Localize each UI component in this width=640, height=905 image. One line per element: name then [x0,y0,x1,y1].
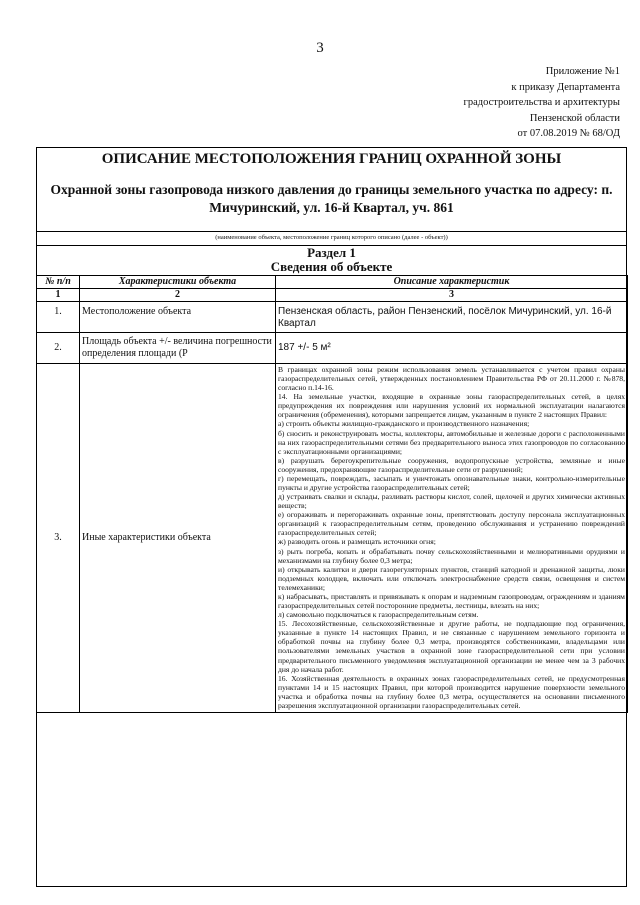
rules-paragraph: з) рыть погреба, копать и обрабатывать почву сельскохозяйственными и мелиоративными орудиями и механизмами на глубину более 0,3 метра; [278,546,625,565]
table-header-row [37,276,628,289]
table-row [37,364,628,713]
rules-paragraph: к) набрасывать, приставлять и привязывать к опорам и надземным газопроводам, ограждениям и зданиям газораспределительных сетей посторонние предметы, лестницы, влезать на них; [278,591,625,611]
header-description: Описание характеристик [276,276,628,289]
attachment-line: Приложение №1 [545,66,620,77]
rules-paragraph: 15. Лесохозяйственные, сельскохозяйственные и другие работы, не подпадающие под ограничения, указанные в пункте 14 настоящих Правил, и не связанные с нарушением земельного горизонта и обработкой почвы на глубину более 0,3 метра, производятся собственниками, владельцами или пользователями земельных участков в охранной зоне газораспределительной сети при условии предварительного письменного уведомления эксплуатационной организации не менее чем за 3 рабочих дня до начала работ. [278,619,625,674]
document-title: ОПИСАНИЕ МЕСТОПОЛОЖЕНИЯ ГРАНИЦ ОХРАННОЙ ЗОНЫ [101,151,562,167]
table-index-row [37,289,628,302]
attachment-block [380,64,620,142]
row-number: 2. [37,333,80,364]
header-characteristic: Характеристики объекта [80,276,276,289]
rules-paragraph: б) сносить и реконструировать мосты, коллекторы, автомобильные и железные дороги с расположенными на них газораспределительными сетями без предварительного выноса этих газопроводов по согласованию с эксплуатационными организациями; [278,428,625,456]
rules-paragraph: д) устраивать свалки и склады, разливать растворы кислот, солей, щелочей и других химически активных веществ; [278,492,625,511]
row-characteristic: Местоположение объекта [80,302,276,333]
row-characteristic: Площадь объекта +/- величина погрешности определения площади (Р [80,333,276,364]
row-description: Пензенская область, район Пензенский, посёлок Мичуринский, ул. 16-й Квартал [276,302,628,333]
row-characteristic: Иные характеристики объекта [80,364,276,713]
row-number: 3. [37,364,80,713]
object-caption: (наименование объекта, местоположение границ которого описано (далее - объект)) [215,234,448,241]
section-subtitle: Сведения об объекте [270,259,393,274]
section-title: Раздел 1 [307,245,356,260]
rules-text [278,365,625,710]
table-row [37,333,628,364]
rules-paragraph: е) огораживать и перегораживать охранные зоны, препятствовать доступу персонала эксплуатационных организаций к газораспределительным сетям, проведению обслуживания и устранению повреждений газораспределительных сетей; [278,510,625,538]
rules-paragraph: В границах охранной зоны режим использования земель устанавливается с учетом правил охраны газораспределительных сетей, утвержденных постановлением Правительства РФ от 20.11.2000 г. №878, согласно п.14-16. [278,365,625,393]
table-row [37,302,628,333]
rules-paragraph: и) открывать калитки и двери газорегуляторных пунктов, станций катодной и дренажной защиты, люки подземных колодцев, включать или отключать электроснабжение средств связи, освещения и систем телемеханики; [278,564,625,592]
rules-paragraph: 14. На земельные участки, входящие в охранные зоны газораспределительных сетей, в целях предупреждения их повреждения или нарушения условий их нормальной эксплуатации налагаются ограничения (обременения), которыми запрещается лицам, указанным в пункте 2 настоящих Правил: [278,392,625,420]
row-number: 1. [37,302,80,333]
index-cell: 2 [80,289,276,302]
object-name: Охранной зоны газопровода низкого давления до границы земельного участка по адресу: п. Мичуринский, ул. 16-й Квартал, уч. 861 [50,182,613,215]
caption-divider [37,231,626,232]
rules-paragraph: 16. Хозяйственная деятельность в охранных зонах газораспределительных сетей, не предусмотренная пунктами 14 и 15 настоящих Правил, при которой производится нарушение поверхности земельного участка и обработка почвы на глубину более 0,3 метра, осуществляется на основании письменного разрешения эксплуатационной организации газораспределительных сетей. [278,673,625,710]
attachment-line: к приказу Департамента [511,81,620,93]
rules-paragraph: а) строить объекты жилищно-гражданского и производственного назначения; [278,419,530,429]
index-cell: 3 [276,289,628,302]
attachment-line: Пензенской области [529,112,620,124]
attachment-line: градостроительства и архитектуры [463,97,620,108]
rules-paragraph: г) перемещать, повреждать, засыпать и уничтожать опознавательные знаки, контрольно-измерительные пункты и другие устройства газораспределительных сетей; [278,473,625,493]
row-description: 187 +/- 5 м² [276,333,628,364]
rules-paragraph: ж) разводить огонь и размещать источники огня; [278,537,436,547]
rules-paragraph: л) самовольно подключаться к газораспределительным сетям. [278,610,479,620]
index-cell: 1 [37,289,80,302]
attachment-line: от 07.08.2019 № 68/ОД [517,128,620,139]
header-number: № п/п [37,276,80,289]
row-description-rules [276,364,628,713]
rules-paragraph: в) разрушать берегоукрепительные сооружения, водопропускные устройства, земляные и иные сооружения, предохраняющие газораспределительные сети от разрушений; [278,455,625,474]
object-info-table [36,275,628,713]
page-number: 3 [316,40,324,56]
